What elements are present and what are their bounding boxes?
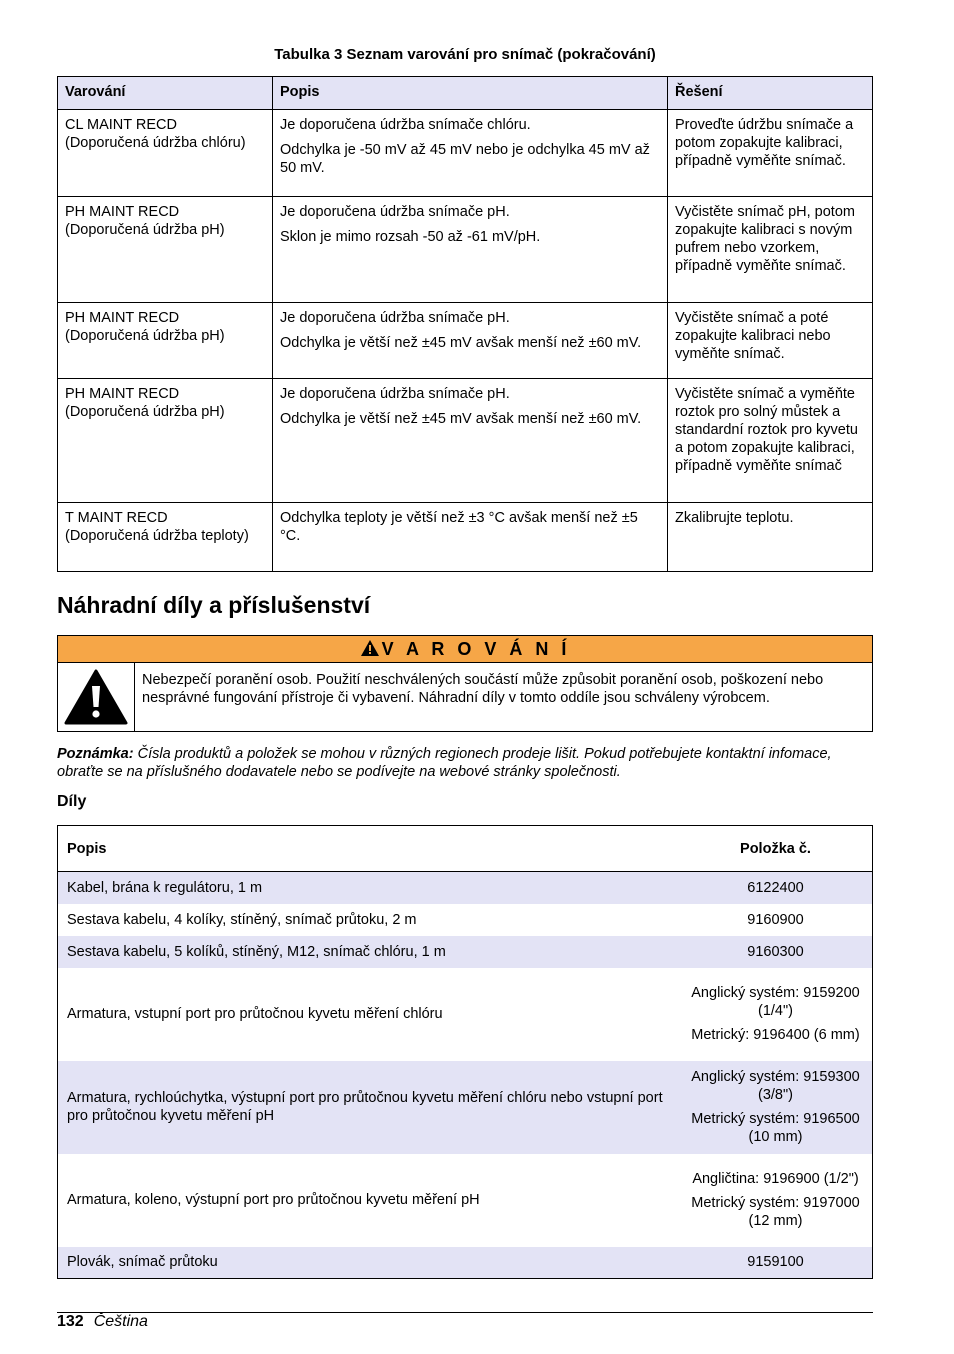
part-description: Armatura, rychloúchytka, výstupní port pro průtočnou kyvetu měření chlóru nebo vstupní port pro průtočnou kyvetu měření pH [58, 1061, 680, 1154]
warning-label: (Doporučená údržba teploty) [65, 528, 249, 544]
table-row [58, 379, 873, 503]
page-footer [57, 1313, 148, 1331]
description-line: Odchylka teploty je větší než ±3 °C avšak menší než ±5 °C. [280, 510, 638, 544]
hazard-icon-cell [58, 663, 135, 731]
warning-label: (Doporučená údržba pH) [65, 222, 225, 238]
solution-cell: Vyčistěte snímač a poté zopakujte kalibraci nebo vyměňte snímač. [668, 303, 873, 379]
solution-cell: Vyčistěte snímač a vyměňte roztok pro solný můstek a standardní roztok pro kyvetu a potom zopakujte kalibraci, případně vyměňte snímač [668, 379, 873, 503]
description-line: Odchylka je větší než ±45 mV avšak menší než ±60 mV. [280, 335, 642, 351]
part-number [679, 1061, 873, 1154]
part-number [679, 1247, 873, 1279]
description-line: Sklon je mimo rozsah -50 až -61 mV/pH. [280, 229, 541, 245]
note-text: Čísla produktů a položek se mohou v různých regionech prodeje lišit. Pokud potřebujete kontaktní infomace, obraťte se na příslušného dodavatele nebo se podívejte na webové stránky společnosti. [57, 746, 832, 780]
part-description: Sestava kabelu, 5 kolíků, stíněný, M12, snímač chlóru, 1 m [58, 936, 680, 968]
part-description: Armatura, koleno, výstupní port pro průtočnou kyvetu měření pH [67, 1192, 480, 1208]
header-description: Popis [273, 77, 668, 110]
table-caption: Tabulka 3 Seznam varování pro snímač (pokračování) [274, 46, 656, 63]
description-line: Odchylka je větší než ±45 mV avšak menší než ±60 mV. [280, 411, 642, 427]
warning-cell [58, 503, 273, 572]
description-cell [273, 303, 668, 379]
warning-cell [58, 110, 273, 197]
footer-divider [57, 1312, 873, 1313]
section-title: Náhradní díly a příslušenství [57, 592, 371, 618]
warning-text: Nebezpečí poranění osob. Použití neschválených součástí může způsobit poranění osob, poškození nebo nesprávné fungování přístroje či vybavení. Náhradní díly v tomto oddíle jsou schváleny výrobcem. [142, 672, 824, 706]
description-cell [273, 197, 668, 303]
warning-code: PH MAINT RECD [65, 310, 180, 326]
part-number-line: Angličtina: 9196900 (1/2") [692, 1171, 859, 1187]
table-row [58, 1154, 873, 1247]
description-cell [273, 503, 668, 572]
description-cell [273, 379, 668, 503]
page-number: 132 [57, 1313, 84, 1330]
solution-cell: Proveďte údržbu snímače a potom zopakujte kalibraci, případně vyměňte snímač. [668, 110, 873, 197]
header-warning: Varování [58, 77, 273, 110]
part-number [679, 1154, 873, 1247]
description-line: Je doporučena údržba snímače chlóru. [280, 117, 531, 133]
header-item-number: Položka č. [679, 826, 873, 872]
table-row [58, 872, 873, 904]
table-row [58, 936, 873, 968]
warning-cell [58, 303, 273, 379]
part-number-line: Metrický: 9196400 (6 mm) [691, 1027, 860, 1043]
footer-language: Čeština [93, 1313, 148, 1330]
parts-table [57, 825, 873, 1279]
parts-title: Díly [57, 793, 87, 810]
part-number-line: Anglický systém: 9159200 (1/4") [691, 985, 860, 1019]
part-number-line: 9160900 [747, 911, 804, 928]
part-number-line: 9159100 [747, 1254, 804, 1271]
warning-cell [58, 379, 273, 503]
description-cell [273, 110, 668, 197]
part-number-line: Metrický systém: 9197000 (12 mm) [691, 1195, 860, 1229]
warning-code: PH MAINT RECD [65, 386, 180, 402]
warning-title: V A R O V Á N Í [381, 639, 571, 659]
description-line: Je doporučena údržba snímače pH. [280, 386, 510, 402]
warning-code: CL MAINT RECD [65, 117, 177, 133]
part-number-line: 9160300 [747, 943, 804, 960]
table-header-row [58, 77, 873, 110]
part-number [679, 936, 873, 968]
part-number-line: Metrický systém: 9196500 (10 mm) [691, 1111, 860, 1145]
warning-cell [58, 197, 273, 303]
table-row [58, 197, 873, 303]
warning-label: (Doporučená údržba pH) [65, 328, 225, 344]
header-solution: Řešení [668, 77, 873, 110]
warning-code: T MAINT RECD [65, 510, 168, 526]
note [57, 745, 873, 781]
solution-cell: Zkalibrujte teplotu. [668, 503, 873, 572]
header-description: Popis [58, 826, 680, 872]
description-line: Je doporučena údržba snímače pH. [280, 310, 510, 326]
warning-triangle-icon [360, 639, 380, 657]
part-number [679, 872, 873, 904]
warning-label: (Doporučená údržba chlóru) [65, 135, 246, 151]
part-description: Plovák, snímač průtoku [58, 1247, 680, 1279]
table-header-row [58, 826, 873, 872]
warning-label: (Doporučená údržba pH) [65, 404, 225, 420]
solution-cell: Vyčistěte snímač pH, potom zopakujte kalibraci s novým pufrem nebo vzorkem, případně vyměňte snímač. [668, 197, 873, 303]
warning-box [57, 635, 873, 732]
table-row [58, 1247, 873, 1279]
part-description: Sestava kabelu, 4 kolíky, stíněný, snímač průtoku, 2 m [67, 911, 417, 928]
warnings-table [57, 76, 873, 572]
part-number-line: Anglický systém: 9159300 (3/8") [691, 1069, 860, 1103]
description-line: Je doporučena údržba snímače pH. [280, 204, 510, 220]
note-label: Poznámka: [57, 746, 134, 762]
part-number [679, 968, 873, 1061]
table-row [58, 110, 873, 197]
warning-header [58, 636, 872, 663]
table-row [58, 303, 873, 379]
description-line: Odchylka je -50 mV až 45 mV nebo je odchylka 45 mV až 50 mV. [280, 142, 650, 176]
hazard-triangle-icon [64, 669, 128, 725]
table-row [58, 968, 873, 1061]
part-description: Kabel, brána k regulátoru, 1 m [58, 872, 680, 904]
warning-code: PH MAINT RECD [65, 204, 180, 220]
part-number [679, 904, 873, 936]
table-row [58, 904, 873, 936]
part-description: Armatura, vstupní port pro průtočnou kyvetu měření chlóru [67, 1006, 443, 1022]
table-row [58, 503, 873, 572]
table-row [58, 1061, 873, 1154]
part-number-line: 6122400 [747, 879, 804, 896]
